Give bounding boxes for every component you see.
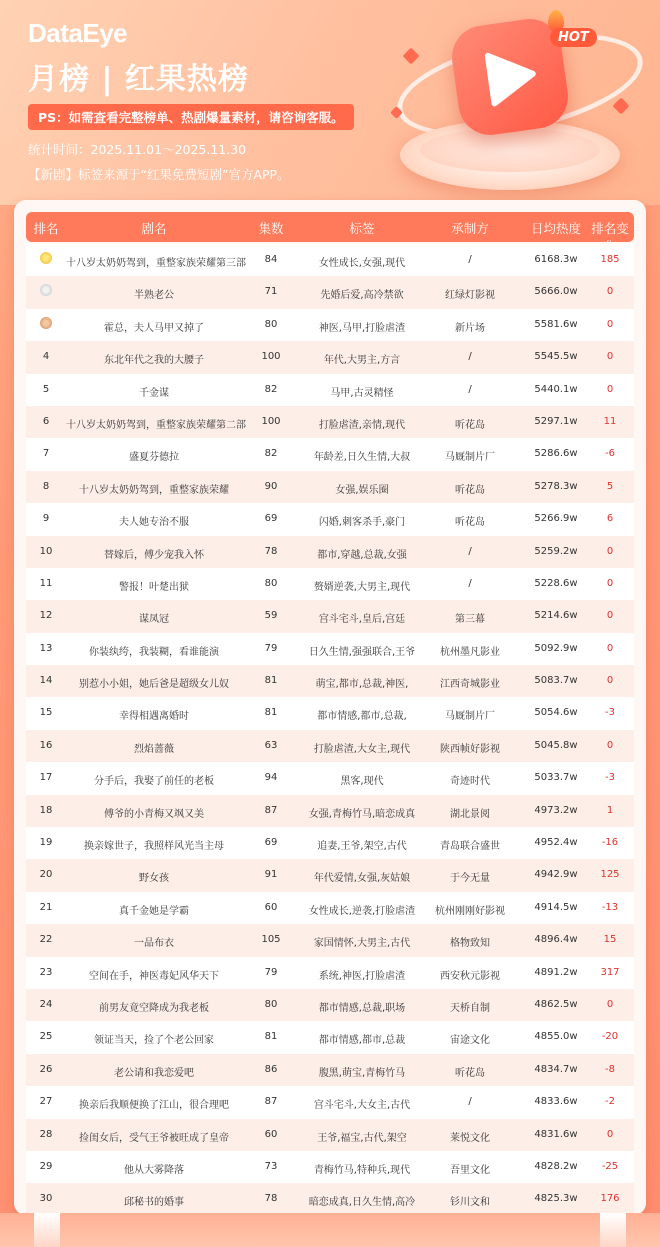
col-name: 剧名 [141, 221, 167, 236]
hot-badge: HOT [550, 28, 597, 47]
table-row [26, 665, 634, 697]
rank-cell: 26 [39, 1063, 53, 1075]
ps-notice: PS：如需查看完整榜单、热剧爆量素材，请咨询客服。 [28, 104, 354, 130]
table-row [26, 438, 634, 470]
table-row [26, 1021, 634, 1053]
change-cell: 1 [606, 804, 614, 816]
heat-cell: 4914.5w [534, 901, 578, 913]
name-cell: 霍总，夫人马甲又掉了 [104, 322, 204, 334]
tags-cell: 女性成长,女强,现代 [318, 258, 406, 269]
stat-period: 统计时间：2025.11.01～2025.11.30 [28, 142, 247, 157]
name-cell: 老公请和我恋爱吧 [114, 1067, 194, 1079]
change-cell: 0 [606, 577, 614, 589]
change-cell: 0 [606, 318, 614, 330]
table-row [26, 697, 634, 729]
heat-cell: 5083.7w [534, 675, 578, 687]
col-rank: 排名 [33, 221, 59, 236]
episodes-cell: 81 [264, 675, 278, 687]
producer-cell: 陕西帧好影视 [440, 743, 500, 755]
producer-cell: 红绿灯影视 [445, 290, 495, 302]
table-row [26, 633, 634, 665]
change-cell: 5 [606, 480, 614, 492]
table-row [26, 1183, 634, 1215]
decor-pillar [34, 1213, 60, 1247]
change-cell: -20 [601, 1031, 619, 1043]
name-cell: 傅爷的小青梅又飒又美 [104, 808, 204, 820]
change-cell: -13 [601, 901, 619, 913]
tags-cell: 暗恋成真,日久生情,高冷 [308, 1197, 416, 1209]
tags-cell: 都市情感,总裁,职场 [318, 1002, 406, 1014]
tags-cell: 都市,穿越,总裁,女强 [317, 549, 407, 561]
tags-cell: 日久生情,强强联合,王爷 [308, 646, 416, 658]
rank-cell: 12 [39, 610, 53, 622]
episodes-cell: 59 [264, 610, 278, 622]
producer-cell: / [468, 577, 472, 589]
tags-cell: 女性成长,逆袭,打脸虐渣 [308, 905, 416, 917]
change-cell: 11 [603, 415, 617, 427]
episodes-cell: 87 [264, 1096, 278, 1108]
col-change: 排名变 [591, 221, 629, 236]
episodes-cell: 78 [264, 1193, 278, 1205]
rank-cell: 22 [39, 934, 53, 946]
table-row [26, 957, 634, 989]
change-cell: 0 [606, 545, 614, 557]
producer-cell: 杭州刚刚好影视 [435, 905, 505, 917]
rank-cell [26, 319, 66, 330]
table-row [26, 341, 634, 373]
tags-cell: 赘婿逆袭,大男主,现代 [313, 581, 411, 593]
episodes-cell: 81 [264, 707, 278, 719]
producer-cell: 听花岛 [455, 1067, 485, 1079]
rank-cell: 6 [42, 415, 50, 427]
tags-cell: 女强,青梅竹马,暗恋成真 [308, 808, 416, 820]
name-cell: 捡闺女后，受气王爷被旺成了皇帝 [79, 1132, 229, 1144]
gold-medal-icon [40, 252, 52, 264]
tags-cell: 年代,大男主,方言 [323, 355, 401, 367]
producer-cell: 新片场 [455, 322, 485, 334]
producer-cell: 听花岛 [455, 517, 485, 529]
episodes-cell: 84 [264, 254, 278, 265]
table-row [26, 989, 634, 1021]
rank-cell: 5 [42, 383, 50, 395]
change-cell: 0 [606, 1128, 614, 1140]
col-episodes: 集数 [258, 221, 284, 236]
change-cell: -2 [605, 1096, 615, 1108]
name-cell: 东北年代之我的大腰子 [104, 355, 204, 367]
change-cell: -6 [605, 448, 615, 460]
tags-cell: 萌宝,都市,总裁,神医, [315, 679, 409, 691]
change-cell: 6 [606, 513, 614, 525]
table-row [26, 1119, 634, 1151]
rank-cell [26, 254, 66, 265]
episodes-cell: 82 [264, 448, 278, 460]
producer-cell: / [468, 1096, 472, 1108]
episodes-cell: 79 [264, 966, 278, 978]
tags-cell: 女强,娱乐圈 [335, 484, 389, 496]
heat-cell: 4896.4w [534, 934, 578, 946]
name-cell: 前男友竟空降成为我老板 [99, 1002, 209, 1014]
table-row [26, 859, 634, 891]
name-cell: 一品布衣 [134, 938, 174, 950]
episodes-cell: 86 [264, 1063, 278, 1075]
heat-cell: 5440.1w [534, 383, 578, 395]
rank-cell: 8 [42, 480, 50, 492]
rank-cell: 14 [39, 675, 53, 687]
tags-cell: 追妻,王爷,架空,古代 [317, 841, 407, 853]
gem-icon [403, 48, 420, 65]
tags-cell: 宫斗宅斗,大女主,古代 [313, 1100, 411, 1112]
tags-cell: 打脸虐渣,大女主,现代 [313, 743, 411, 755]
producer-cell: 钐川文和 [450, 1197, 490, 1209]
table-row [26, 244, 634, 276]
table-row [26, 730, 634, 762]
table-row [26, 536, 634, 568]
producer-cell: 青岛联合盛世 [440, 841, 500, 853]
producer-cell: 第三幕 [455, 614, 485, 626]
name-cell: 空间在手，神医毒妃风华天下 [89, 970, 219, 982]
tags-cell: 王爷,福宝,古代,架空 [317, 1132, 407, 1144]
change-cell: 15 [603, 934, 617, 946]
rank-cell: 29 [39, 1160, 53, 1172]
name-cell: 十八岁太奶奶驾到，重整家族荣耀第三部 [66, 258, 246, 269]
page-title: 月榜 | 红果热榜 [28, 62, 249, 97]
episodes-cell: 73 [264, 1160, 278, 1172]
episodes-cell: 80 [264, 577, 278, 589]
name-cell: 谋凤冠 [139, 614, 169, 626]
tags-cell: 都市情感,都市,总裁, [317, 711, 407, 723]
rank-cell: 10 [39, 545, 53, 557]
table-row [26, 374, 634, 406]
rank-cell: 9 [42, 513, 50, 525]
tags-cell: 系统,神医,打脸虐渣 [318, 970, 406, 982]
change-cell: 0 [606, 383, 614, 395]
table-row [26, 795, 634, 827]
heat-cell: 4831.6w [534, 1128, 578, 1140]
episodes-cell: 80 [264, 998, 278, 1010]
name-cell: 千金谋 [139, 387, 169, 399]
change-cell: 185 [600, 254, 620, 265]
rank-cell [26, 286, 66, 297]
producer-cell: 马厩制片厂 [445, 452, 495, 464]
table-row [26, 309, 634, 341]
table-body [26, 244, 634, 1215]
tags-cell: 先婚后爱,高冷禁欲 [320, 290, 404, 302]
name-cell: 邱秘书的婚事 [124, 1197, 184, 1209]
episodes-cell: 90 [264, 480, 278, 492]
rank-cell: 25 [39, 1031, 53, 1043]
episodes-cell: 91 [264, 869, 278, 881]
table-row [26, 1054, 634, 1086]
col-heat: 日均热度 [530, 221, 581, 236]
tags-cell: 马甲,古灵精怪 [330, 387, 394, 399]
rank-cell: 4 [42, 351, 50, 363]
producer-cell: / [468, 351, 472, 363]
episodes-cell: 69 [264, 513, 278, 525]
producer-cell: 江西奇城影业 [440, 679, 500, 691]
change-cell: -3 [605, 772, 615, 784]
name-cell: 十八岁太奶奶驾到，重整家族荣耀第二部 [66, 419, 246, 431]
table-row [26, 568, 634, 600]
change-cell: 0 [606, 286, 614, 298]
heat-cell: 4834.7w [534, 1063, 578, 1075]
name-cell: 替嫁后，傅少宠我入怀 [104, 549, 204, 561]
heat-cell: 6168.3w [534, 254, 578, 265]
heat-cell: 5286.6w [534, 448, 578, 460]
heat-cell: 5297.1w [534, 415, 578, 427]
producer-cell: / [468, 383, 472, 395]
heat-cell: 5666.0w [534, 286, 578, 298]
new-tag-note: 【新剧】标签来源于“红果免费短剧”官方APP。 [28, 167, 290, 182]
producer-cell: 听花岛 [455, 419, 485, 431]
heat-cell: 4825.3w [534, 1193, 578, 1205]
change-cell: 125 [600, 869, 620, 881]
heat-cell: 5045.8w [534, 739, 578, 751]
heat-cell: 4862.5w [534, 998, 578, 1010]
producer-cell: 西安秋元影视 [440, 970, 500, 982]
heat-cell: 5278.3w [534, 480, 578, 492]
episodes-cell: 60 [264, 901, 278, 913]
heat-cell: 5259.2w [534, 545, 578, 557]
change-cell: 176 [600, 1193, 620, 1205]
heat-cell: 4942.9w [534, 869, 578, 881]
episodes-cell: 60 [264, 1128, 278, 1140]
change-cell: 0 [606, 351, 614, 363]
heat-cell: 4973.2w [534, 804, 578, 816]
tags-cell: 闪婚,刺客杀手,豪门 [318, 517, 406, 529]
heat-cell: 5054.6w [534, 707, 578, 719]
rank-cell: 19 [39, 837, 53, 849]
name-cell: 你装纨绔，我装糊，看谁能演 [89, 646, 219, 658]
tags-cell: 宫斗宅斗,皇后,宫廷 [318, 614, 406, 626]
rank-cell: 30 [39, 1193, 53, 1205]
episodes-cell: 71 [264, 286, 278, 298]
producer-cell: 宙途文化 [450, 1035, 490, 1047]
rank-cell: 24 [39, 998, 53, 1010]
producer-cell: 杭州墨凡影业 [440, 646, 500, 658]
tags-cell: 黑客,现代 [340, 776, 384, 788]
rank-cell: 21 [39, 901, 53, 913]
rank-cell: 15 [39, 707, 53, 719]
tags-cell: 家国情怀,大男主,古代 [313, 938, 411, 950]
heat-cell: 5214.6w [534, 610, 578, 622]
name-cell: 领证当天，捡了个老公回家 [94, 1035, 214, 1047]
name-cell: 换亲嫁世子，我照样风光当主母 [84, 841, 224, 853]
table-row [26, 471, 634, 503]
episodes-cell: 105 [261, 934, 281, 946]
rank-cell: 13 [39, 642, 53, 654]
tags-cell: 打脸虐渣,亲情,现代 [318, 419, 406, 431]
rank-cell: 27 [39, 1096, 53, 1108]
change-cell: -25 [601, 1160, 619, 1172]
change-cell: -8 [605, 1063, 615, 1075]
producer-cell: 天桥自制 [450, 1002, 490, 1014]
producer-cell: 格物致知 [450, 938, 490, 950]
table-row [26, 600, 634, 632]
change-cell: -3 [605, 707, 615, 719]
tags-cell: 都市情感,都市,总裁 [318, 1035, 406, 1047]
table-row [26, 924, 634, 956]
name-cell: 野女孩 [139, 873, 169, 885]
brand-logo: DataEye [28, 18, 128, 48]
name-cell: 警报！叶楚出狱 [119, 581, 189, 593]
producer-cell: / [468, 545, 472, 557]
change-cell: 0 [606, 739, 614, 751]
silver-medal-icon [40, 284, 52, 296]
name-cell: 十八岁太奶奶驾到，重整家族荣耀 [79, 484, 229, 496]
gem-icon [613, 98, 630, 115]
table-row [26, 762, 634, 794]
name-cell: 分手后，我娶了前任的老板 [94, 776, 214, 788]
rank-cell: 18 [39, 804, 53, 816]
producer-cell: 于今无量 [450, 873, 490, 885]
tags-cell: 年代爱情,女强,灰姑娘 [313, 873, 411, 885]
producer-cell: 马厩制片厂 [445, 711, 495, 723]
name-cell: 换亲后我顺便换了江山，很合理吧 [79, 1100, 229, 1112]
name-cell: 烈焰蔷薇 [134, 743, 174, 755]
heat-cell: 5092.9w [534, 642, 578, 654]
col-producer: 承制方 [451, 221, 489, 236]
episodes-cell: 63 [264, 739, 278, 751]
change-cell: -16 [601, 837, 619, 849]
name-cell: 夫人她专治不服 [119, 517, 189, 529]
episodes-cell: 82 [264, 383, 278, 395]
table-row [26, 406, 634, 438]
rank-cell: 7 [42, 448, 50, 460]
tags-cell: 年龄差,日久生情,大叔 [313, 452, 411, 464]
producer-cell: 听花岛 [455, 484, 485, 496]
episodes-cell: 79 [264, 642, 278, 654]
episodes-cell: 87 [264, 804, 278, 816]
name-cell: 他从大雾降落 [124, 1164, 184, 1176]
ranking-table [14, 200, 646, 1215]
heat-cell: 4952.4w [534, 837, 578, 849]
episodes-cell: 100 [261, 415, 281, 427]
heat-cell: 5545.5w [534, 351, 578, 363]
table-row [26, 276, 634, 308]
name-cell: 半熟老公 [134, 290, 174, 302]
table-row [26, 1086, 634, 1118]
tags-cell: 神医,马甲,打脸虐渣 [318, 322, 406, 334]
heat-cell: 5228.6w [534, 577, 578, 589]
tags-cell: 腹黑,萌宝,青梅竹马 [318, 1067, 406, 1079]
episodes-cell: 94 [264, 772, 278, 784]
heat-cell: 5033.7w [534, 772, 578, 784]
heat-cell: 5266.9w [534, 513, 578, 525]
name-cell: 幸得相遇离婚时 [119, 711, 189, 723]
table-row [26, 503, 634, 535]
heat-cell: 4833.6w [534, 1096, 578, 1108]
decor-pillar [600, 1213, 626, 1247]
table-row [26, 1151, 634, 1183]
change-cell: 0 [606, 675, 614, 687]
producer-cell: 吾里文化 [450, 1164, 490, 1176]
footer-band [0, 1213, 660, 1247]
podium-top [420, 128, 600, 172]
name-cell: 真千金她是学霸 [119, 905, 189, 917]
rank-cell: 11 [39, 577, 53, 589]
table-row [26, 827, 634, 859]
hero-banner [0, 0, 660, 205]
producer-cell: 湖北景阅 [450, 808, 490, 820]
producer-cell: 奇迹时代 [450, 776, 490, 788]
heat-cell: 4891.2w [534, 966, 578, 978]
change-cell: 317 [600, 966, 620, 978]
episodes-cell: 80 [264, 318, 278, 330]
heat-cell: 4828.2w [534, 1160, 578, 1172]
episodes-cell: 81 [264, 1031, 278, 1043]
episodes-cell: 69 [264, 837, 278, 849]
table-row [26, 892, 634, 924]
bronze-medal-icon [40, 317, 52, 329]
heat-cell: 5581.6w [534, 318, 578, 330]
rank-cell: 20 [39, 869, 53, 881]
rank-cell: 16 [39, 739, 53, 751]
name-cell: 盛夏芬德拉 [129, 452, 179, 464]
change-cell: 0 [606, 610, 614, 622]
episodes-cell: 78 [264, 545, 278, 557]
change-cell: 0 [606, 642, 614, 654]
change-cell: 0 [606, 998, 614, 1010]
producer-cell: / [468, 254, 472, 265]
producer-cell: 莱悦文化 [450, 1132, 490, 1144]
col-tags: 标签 [349, 221, 375, 236]
rank-cell: 23 [39, 966, 53, 978]
episodes-cell: 100 [261, 351, 281, 363]
table-header [26, 212, 634, 242]
rank-cell: 28 [39, 1128, 53, 1140]
name-cell: 别惹小小姐，她后爸是超级女儿奴 [79, 679, 229, 691]
rank-cell: 17 [39, 772, 53, 784]
heat-cell: 4855.0w [534, 1031, 578, 1043]
tags-cell: 青梅竹马,特种兵,现代 [313, 1164, 411, 1176]
